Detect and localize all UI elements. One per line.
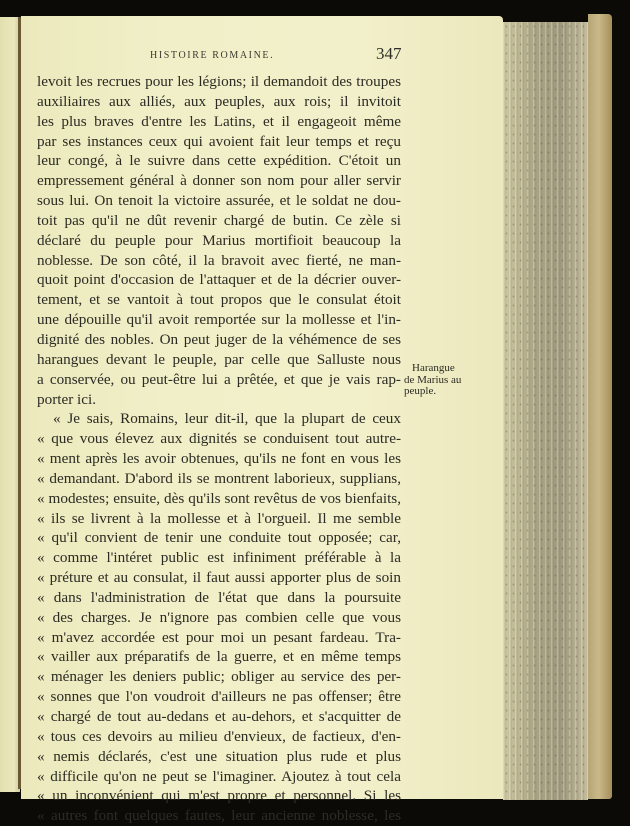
text-line: les plus braves d'entre les Latins, et il engageoit même: [37, 112, 401, 130]
book-cover-edge: [588, 14, 612, 799]
quote-line: « ment après les avoir obtenues, qu'ils ne font en vous les: [37, 450, 401, 468]
quote-line: « tous ces devoirs au milieu d'envieux, de factieux, d'en-: [37, 727, 401, 745]
text-line: sous lui. On tenoit la victoire assurée, et le soldat ne dou-: [37, 192, 401, 210]
text-line: tement, et se vantoit à tout propos que le consulat étoit: [37, 291, 401, 309]
quote-line: « sonnes que l'on voudroit d'ailleurs ne pas offenser; être: [37, 688, 401, 706]
quote-line: « comme l'intéret public est infiniment préférable à la: [37, 549, 401, 567]
text-line: quoit point d'occasion de l'attaquer et de la décrier ouver-: [37, 271, 401, 289]
quote-line: « nemis déclarés, c'est une situation plus rude et plus: [37, 747, 401, 765]
text-line: auxiliaires aux alliés, aux peuples, aux rois; il invitoit: [37, 92, 401, 110]
facing-page-edge: [0, 17, 20, 792]
text-line: déclaré du peuple pour Marius mortifioit beaucoup la: [37, 231, 401, 249]
text-line: harangues devant le peuple, par celle que Salluste nous: [37, 350, 401, 368]
quote-line: « dans l'administration de l'état que dans la poursuite: [37, 588, 401, 606]
margin-note-line: de Marius au: [404, 373, 462, 386]
quote-line: « m'avez accordée est pour moi un pesant fardeau. Tra-: [37, 628, 401, 646]
quote-line: « préture et au consulat, il faut aussi apporter plus de soin: [37, 569, 401, 587]
text-line: porter ici.: [37, 390, 97, 408]
running-head: HISTOIRE ROMAINE.: [150, 50, 275, 61]
quote-line: « ménager les deniers public; obliger au service des per-: [37, 668, 401, 686]
quote-line: « vailler aux préparatifs de la guerre, et en même temps: [37, 648, 401, 666]
page-number: 347: [376, 44, 402, 63]
quote-line: « demandant. D'abord ils se montrent laborieux, supplians,: [37, 469, 401, 487]
quote-line: « Je sais, Romains, leur dit-il, que la plupart de ceux: [53, 410, 401, 428]
quote-line: « que vous élevez aux dignités se conduisent tout autre-: [37, 430, 401, 448]
text-line: noblesse. De son côté, il la bravoit avec fierté, ne man-: [37, 251, 401, 269]
quote-line: « des charges. Je n'ignore pas combien celle que vous: [37, 608, 401, 626]
text-line: une dépouille qu'il avoit remportée sur la mollesse et l'in-: [37, 311, 401, 329]
quote-line: « ils se livrent à la mollesse et à l'orgueil. Il me semble: [37, 509, 401, 527]
quote-line: « modestes; ensuite, dès qu'ils sont revêtus de vos bienfaits,: [37, 489, 401, 507]
quote-line: « un inconvénient qui m'est propre et personnel. Si les: [37, 787, 401, 805]
text-line: dignité des nobles. On peut juger de la véhémence de ses: [37, 330, 401, 348]
quote-line: « chargé de tout au-dedans et au-dehors, et s'acquitter de: [37, 708, 401, 725]
quote-line: « qu'il convient de tenir une conduite tout opposée; car,: [37, 529, 401, 547]
quote-line: « difficile qu'on ne peut se l'imaginer. Ajoutez à tout cela: [37, 767, 401, 785]
quote-line: « autres font quelques fautes, leur ancienne noblesse, les: [37, 807, 401, 825]
page-block-edge: [503, 22, 588, 800]
text-line: empressement général à donner son nom pour aller servir: [37, 172, 401, 190]
text-line: levoit les recrues pour les légions; il demandoit des troupes: [37, 73, 401, 90]
text-line: leur congé, à le suivre dans cette expédition. C'étoit un: [37, 152, 401, 170]
margin-note-line: peuple.: [404, 385, 437, 397]
text-line: a conservée, ou peut-être lui a prêtée, et que je vais rap-: [37, 370, 401, 388]
body-text: [37, 72, 401, 826]
text-line: par ses instances ceux qui avoient fait leur temps et reçu: [37, 132, 401, 150]
margin-note-line: Harangue: [412, 362, 455, 374]
text-line: toit pas qu'il ne dût revenir chargé de butin. Ce zèle si: [37, 211, 401, 229]
margin-note: [404, 363, 470, 398]
